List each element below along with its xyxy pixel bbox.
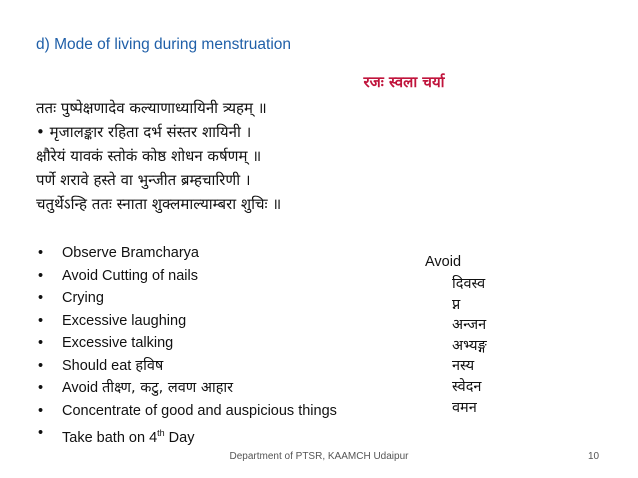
avoid-item: अभ्यङ्ग xyxy=(452,337,487,354)
slide-subheading: रजः स्वला चर्या xyxy=(363,73,445,91)
avoid-item: वमन xyxy=(452,399,477,416)
shloka-line: चतुर्थेऽन्हि ततः स्नाता शुक्लमाल्याम्बरा शुचिः ॥ xyxy=(36,195,282,213)
bullet-list xyxy=(38,242,337,449)
bullet-bath-prefix: Take bath on 4 xyxy=(62,429,158,446)
bullet-bath-sup: th xyxy=(157,428,165,438)
bullet-item: • Crying xyxy=(38,287,337,310)
avoid-item: स्वेदन xyxy=(452,378,482,395)
shloka-line: • मृजालङ्कार रहिता दर्भ संस्तर शायिनी । xyxy=(36,123,252,141)
bullet-item-avoid xyxy=(38,377,337,400)
avoid-item: प्न xyxy=(452,296,461,313)
avoid-title: Avoid xyxy=(425,254,462,270)
bullet-item: • Concentrate of good and auspicious things xyxy=(38,400,337,423)
shloka-block xyxy=(36,96,281,216)
shloka-line: पर्णे शरावे हस्ते वा भुन्जीत ब्रम्हचारिणी । xyxy=(36,171,251,189)
avoid-item: अन्जन xyxy=(452,317,487,334)
bullet-bath-suffix: Day xyxy=(164,429,195,446)
slide-heading: d) Mode of living during menstruation xyxy=(36,36,292,53)
bullet-item-bath xyxy=(38,422,337,449)
page-number: 10 xyxy=(588,451,600,462)
shloka-line: ततः पुष्पेक्षणादेव कल्याणाध्यायिनी त्र्यहम् ॥ xyxy=(36,99,267,117)
bullet-eat-dev: हविष xyxy=(135,357,164,374)
bullet-item: • Observe Bramcharya xyxy=(38,242,337,265)
shloka-line: क्षौरेयं यावकं स्तोकं कोष्ठ शोधन कर्षणम् ॥ xyxy=(36,147,262,165)
bullet-item: • Excessive talking xyxy=(38,332,337,355)
avoid-item: दिवस्व xyxy=(452,276,486,292)
bullet-item-eat xyxy=(38,355,337,378)
avoid-list xyxy=(452,274,487,418)
footer-text: Department of PTSR, KAAMCH Udaipur xyxy=(229,451,409,462)
bullet-item: • Excessive laughing xyxy=(38,310,337,333)
bullet-avoid-prefix: Avoid xyxy=(62,380,103,396)
bullet-avoid-dev: तीक्ष्ण, कटु, लवण आहार xyxy=(102,380,234,396)
avoid-item: नस्य xyxy=(452,358,475,375)
bullet-item: • Avoid Cutting of nails xyxy=(38,265,337,288)
bullet-eat-prefix: Should eat xyxy=(62,357,136,374)
